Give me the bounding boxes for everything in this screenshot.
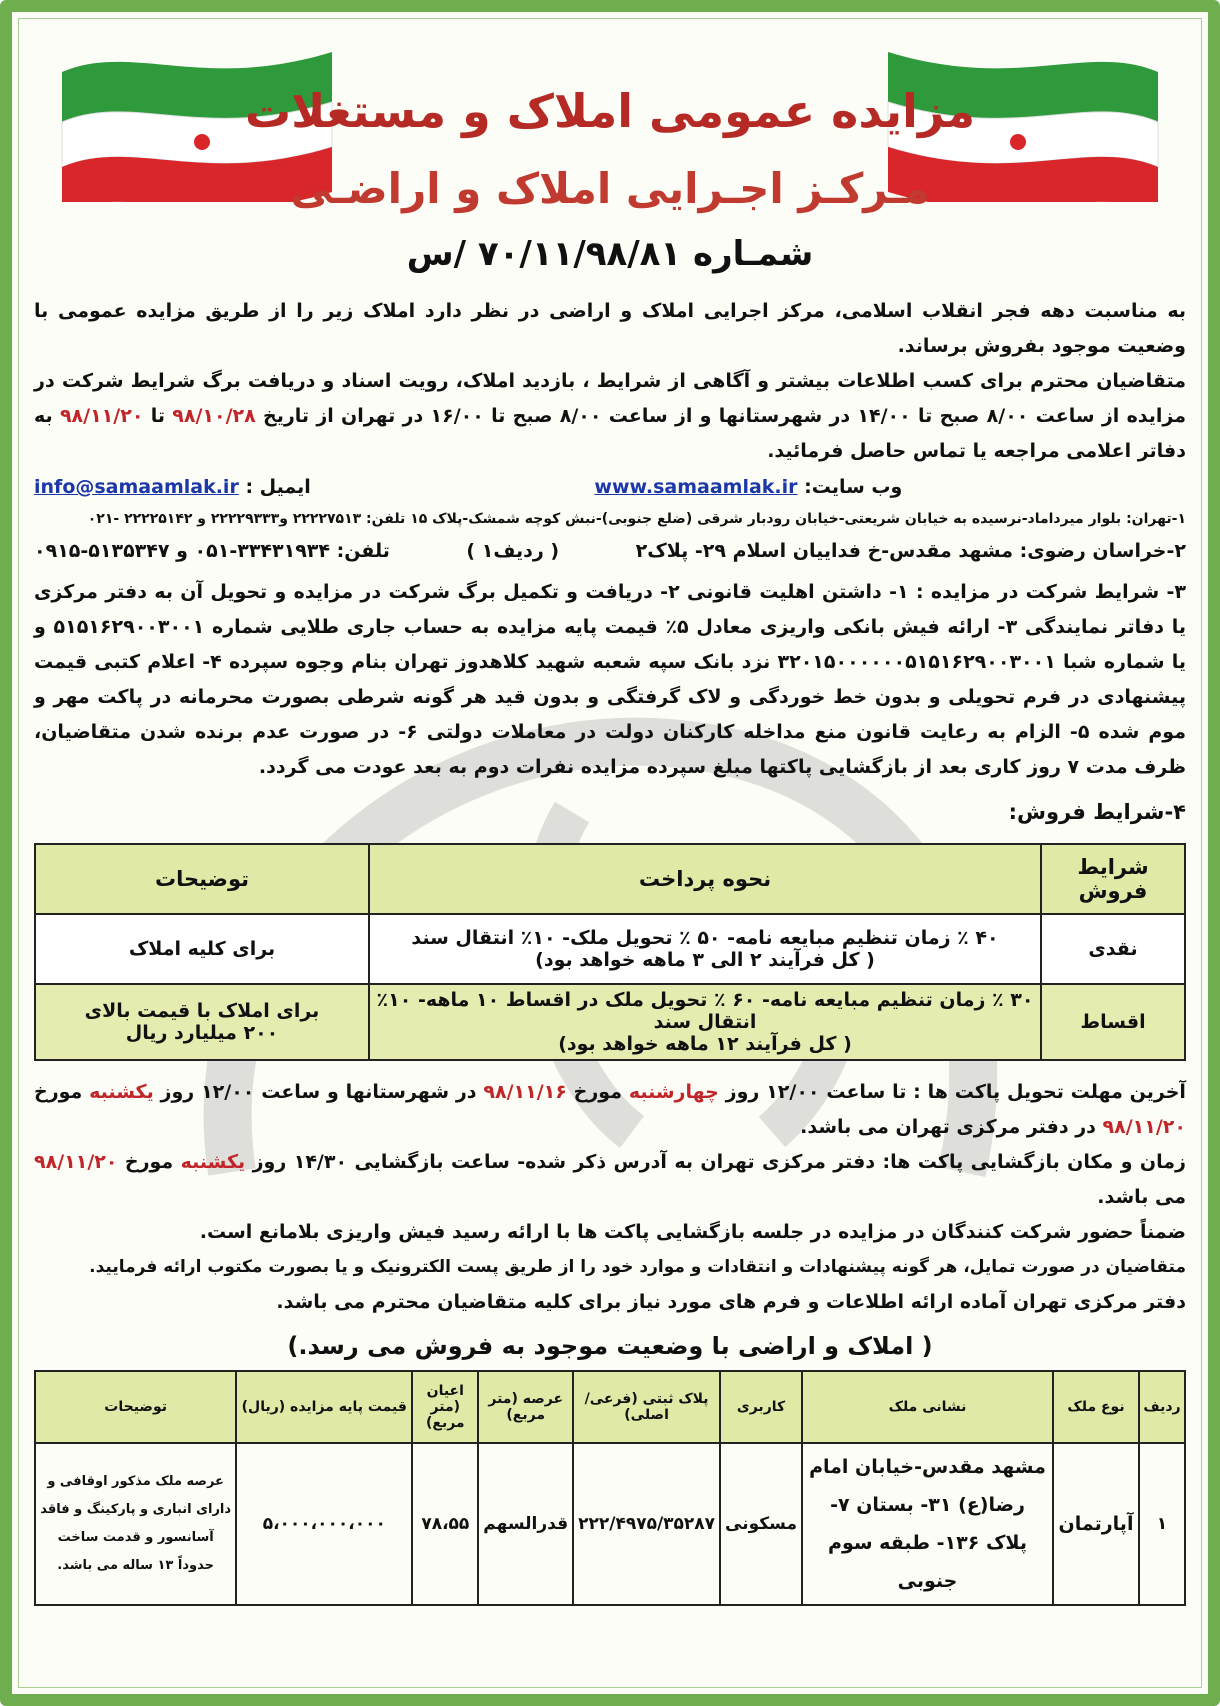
prop-header-plaque: پلاک ثبتی (فرعی/اصلی) [573,1371,720,1443]
deadline-day1: چهارشنبه [628,1081,719,1103]
sale-header-type: شرایط فروش [1041,844,1185,914]
prop-address: مشهد مقدس-خیابان امام رضا(ع) ۳۱- بستان ۷- پلاک ۱۳۶- طبقه سوم جنوبی [802,1443,1053,1605]
ad-content [34,294,1186,1606]
account-number: ۵۱۵۱۶۲۹۰۰۳۰۰۱ [53,616,205,638]
closing-statement: ( املاک و اراضی با وضعیت موجود به فروش می رسد.) [287,1332,933,1360]
opening-info [34,1145,1186,1215]
start-date: ۹۸/۱۰/۲۸ [172,405,256,427]
deadline-date1: ۹۸/۱۱/۱۶ [483,1081,567,1103]
payment-duration: ( کل فرآیند ۱۲ ماهه خواهد بود) [558,1033,852,1055]
khorasan-label: ۲-خراسان رضوی: [1019,540,1186,562]
note-line: برای املاک با قیمت بالای [84,1000,320,1022]
sale-note [35,914,369,984]
tehran-label: ۱-تهران: [1126,511,1186,527]
prop-type: آپارتمان [1053,1443,1139,1605]
prop-plaque: ۲۲۲/۴۹۷۵/۳۵۲۸۷ [573,1443,720,1605]
khorasan-office [34,533,1186,569]
sale-conditions-table [34,843,1186,1061]
sale-header-payment: نحوه پرداخت [369,844,1041,914]
suggestions-note: متقاضیان در صورت تمایل، هر گونه پیشنهادات و انتقادات و موارد خود را از طریق پست الکترونیک و یا بصورت مکتوب ارائه فرمایید. [89,1257,1186,1277]
deadline-section [34,1075,1186,1320]
email-label: ایمیل : [245,476,311,498]
tehran-address: بلوار میرداماد-نرسیده به خیابان شریعتی-خیابان رودبار شرقی (ضلع جنوبی)-نبش کوچه شمشک-پلاک ۱۵ تلفن: ۲۲۲۲۷۵۱۳ و۲۲۲۲۹۳۳۳ و ۲۲۲۲۵۱۴۲ -۰۲۱ [87,511,1122,527]
ad-number: شمـاره ۷۰/۱۱/۹۸/۸۱ /س [406,234,814,274]
prop-ayan: ۷۸،۵۵ [412,1443,478,1605]
table-row [35,1443,1185,1605]
ad-subtitle: مـرکـز اجـرایی املاک و اراضـی [290,164,930,213]
prop-header-type: نوع ملک [1053,1371,1139,1443]
note-line: برای کلیه املاک [128,938,276,960]
table-row [35,914,1185,984]
note-line: ۲۰۰ میلیارد ریال [125,1022,279,1044]
prop-header-ayan: اعیان (متر مربع) [412,1371,478,1443]
opening-text-a: زمان و مکان بازگشایی پاکت ها: دفتر مرکزی تهران به آدرس ذکر شده- ساعت بازگشایی ۱۴/۳۰ روز [252,1151,1186,1173]
deadline-date2: ۹۸/۱۱/۲۰ [1102,1116,1186,1138]
prop-header-address: نشانی ملک [802,1371,1053,1443]
end-date: ۹۸/۱۱/۲۰ [59,405,144,427]
tehran-office [34,505,1186,533]
website-label: وب سایت: [804,476,903,498]
payment-line: ۴۰ ٪ زمان تنظیم مبایعه نامه- ۵۰ ٪ تحویل ملک- ۱۰٪ انتقال سند [411,927,999,949]
website-link[interactable]: www.samaamlak.ir [594,476,798,498]
deadline-day2: یکشنبه [89,1081,154,1103]
sale-type: نقدی [1041,914,1185,984]
conditions-text-c: نزد بانک سپه شعبه شهید کلاهدوز تهران بنام وجوه سپرده ۴- اعلام کتبی قیمت پیشنهادی در فرم تحویلی و بدون خط خوردگی و لاک گرفتگی و بدون قید هر گونه شرطی بصورت محرمانه در پاکت مهر و موم شده ۵- الزام به رعایت قانون منع مداخله کارکنان دولت در معاملات دولتی ۶- در صورت عدم برنده شدن متقاضیان، ظرف مدت ۷ روز کاری بعد از بازگشایی پاکتها مبلغ سپرده مزایده نفرات دوم به بعد عودت می گردد. [34,651,1186,778]
deadline-text-b: مورخ [573,1081,622,1103]
contact-line [34,469,1186,505]
prop-header-arse: عرصه (متر مربع) [478,1371,573,1443]
intro-paragraph: به مناسبت دهه فجر انقلاب اسلامی، مرکز اجرایی املاک و اراضی در نظر دارد املاک زیر را از طریق مزایده عمومی با وضعیت موجود بفروش برساند. [34,300,1186,357]
prop-notes: عرصه ملک مذکور اوقافی و دارای انباری و پارکینگ و فاقد آسانسور و قدمت ساخت حدوداً ۱۳ ساله می باشد. [35,1443,236,1605]
sale-payment [369,984,1041,1060]
prop-header-row: ردیف [1139,1371,1185,1443]
conditions-text-b: و یا شماره شبا [34,616,1186,673]
deadline-text-a: آخرین مهلت تحویل پاکت ها : تا ساعت ۱۲/۰۰ روز [725,1081,1186,1103]
info-text-b: تا [150,405,165,427]
sale-conditions-title: ۴-شرایط فروش: [1008,800,1186,824]
prop-price: ۵،۰۰۰،۰۰۰،۰۰۰ [236,1443,412,1605]
conditions-text-a: ۱- داشتن اهلیت قانونی ۲- دریافت و تکمیل برگ شرکت در مزایده و تحویل آن به دفتر مرکزی یا دفاتر نمایندگی ۳- ارائه فیش بانکی واریزی معادل ۵٪ قیمت پایه مزایده به حساب جاری طلایی شماره [34,581,1186,638]
prop-row: ۱ [1139,1443,1185,1605]
prop-header-usage: کاربری [720,1371,802,1443]
khorasan-phone: تلفن: ۳۳۴۳۱۹۳۴-۰۵۱ و ۵۱۳۵۳۴۷-۰۹۱۵ [34,540,390,562]
opening-text-c: می باشد. [1097,1186,1186,1208]
office-ready-note: دفتر مرکزی تهران آماده ارائه اطلاعات و فرم های مورد نیاز برای کلیه متقاضیان محترم می باشد. [276,1291,1186,1313]
prop-usage: مسکونی [720,1443,802,1605]
prop-header-notes: توضیحات [35,1371,236,1443]
payment-line: ۳۰ ٪ زمان تنظیم مبایعه نامه- ۶۰ ٪ تحویل ملک در اقساط ۱۰ ماهه- ۱۰٪ انتقال سند [376,989,1034,1033]
prop-header-price: قیمت پایه مزایده (ریال) [236,1371,412,1443]
email-link[interactable]: info@samaamlak.ir [34,476,239,498]
ad-title: مزایده عمومی املاک و مستغلات [244,84,976,138]
sale-header-notes: توضیحات [35,844,369,914]
deadline-text-c: در شهرستانها و ساعت ۱۲/۰۰ روز [160,1081,477,1103]
properties-table [34,1370,1186,1606]
attendance-note: ضمناً حضور شرکت کنندگان در مزایده در جلسه بازگشایی پاکت ها با ارائه رسید فیش واریزی بلامانع است. [199,1221,1186,1243]
participation-conditions [34,575,1186,785]
opening-day: یکشنبه [180,1151,246,1173]
deadline-text-e: در دفتر مرکزی تهران می باشد. [800,1116,1096,1138]
deadline-text-d: مورخ [34,1081,83,1103]
header [12,12,1208,312]
opening-text-b: مورخ [124,1151,174,1173]
table-row [35,984,1185,1060]
sale-note [35,984,369,1060]
conditions-title: ۳- شرایط شرکت در مزایده : [915,581,1186,603]
sheba-number: ۳۲۰۱۵۰۰۰۰۰۰۵۱۵۱۶۲۹۰۰۳۰۰۱ [777,651,1056,673]
prop-arse: قدرالسهم [478,1443,573,1605]
payment-duration: ( کل فرآیند ۲ الی ۳ ماهه خواهد بود) [535,949,875,971]
opening-date: ۹۸/۱۱/۲۰ [34,1151,118,1173]
info-text-c: به دفاتر اعلامی مراجعه یا تماس حاصل فرمائید. [34,405,1186,462]
info-text-a: متقاضیان محترم برای کسب اطلاعات بیشتر و آگاهی از شرایط ، بازدید املاک، رویت اسناد و دریافت برگ شرایط شرکت در مزایده از ساعت ۸/۰۰ صبح تا ۱۴/۰۰ در شهرستانها و از ساعت ۸/۰۰ صبح تا ۱۶/۰۰ در تهران از تاریخ [34,370,1186,427]
info-paragraph [34,364,1186,469]
sale-type: اقساط [1041,984,1185,1060]
khorasan-address: مشهد مقدس-خ فداییان اسلام ۲۹- پلاک۲ [635,540,1013,562]
submission-deadline [34,1075,1186,1145]
sale-payment [369,914,1041,984]
khorasan-row: ( ردیف۱ ) [466,540,560,562]
